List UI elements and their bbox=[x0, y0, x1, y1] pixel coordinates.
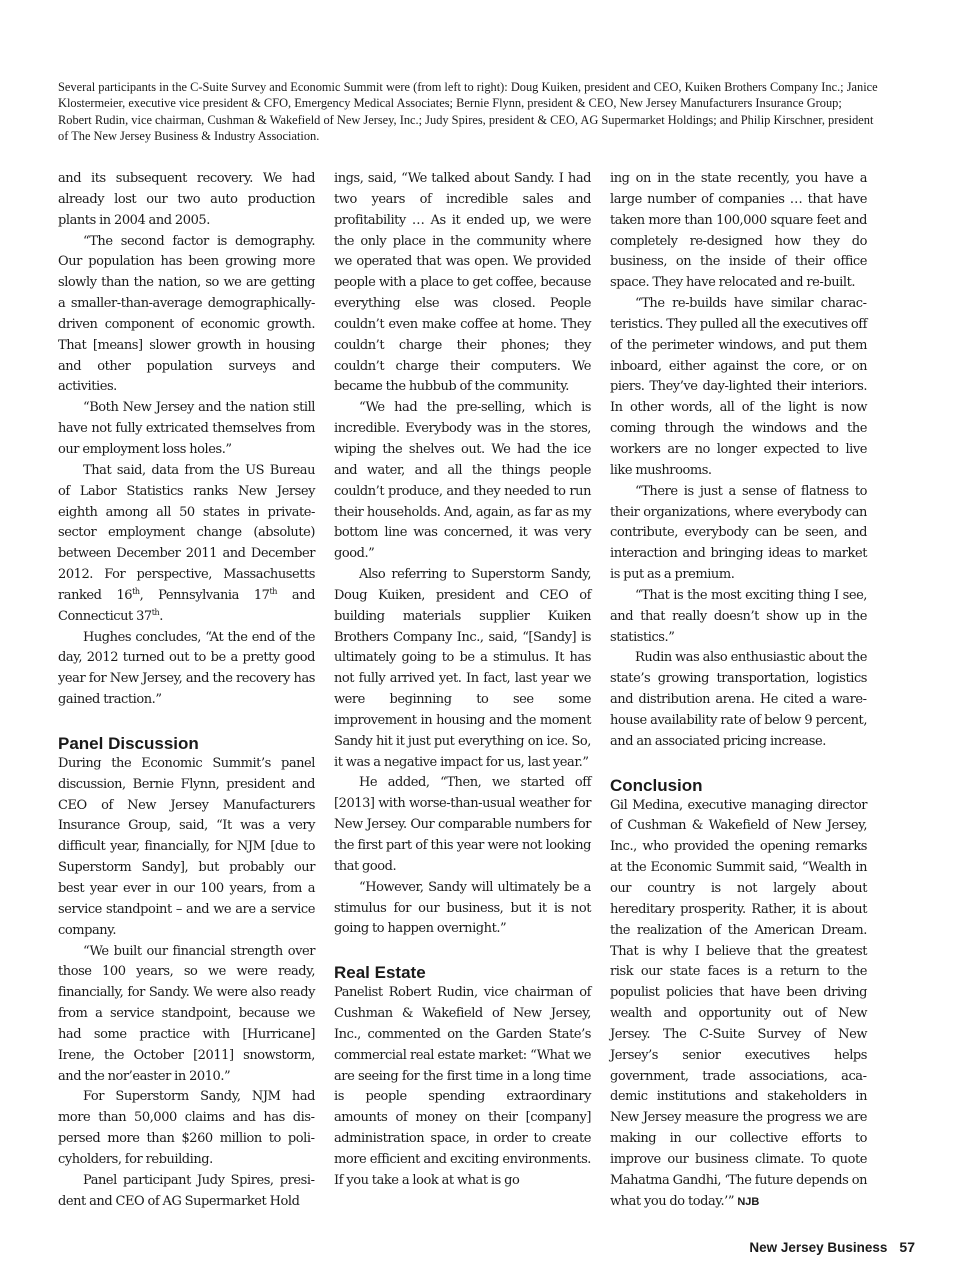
ordinal-suffix: th bbox=[132, 586, 140, 596]
article-column-2 bbox=[334, 169, 591, 1192]
section-heading-conclusion: Conclusion bbox=[610, 775, 703, 795]
paragraph: Hughes concludes, “At the end of the day, 2012 turned out to be a pretty good year for New Jersey, and the recovery has gained traction.” bbox=[58, 629, 315, 708]
photo-caption: Several participants in the C-Suite Survey and Economic Summit were (from left to right): Doug Kuiken, president and CEO, Kuiken Brothers Company Inc.; Janice Klostermeier, executive vice president & CFO, Emergency Medical Associates; Bernie Flynn, president & CEO, New Jersey Manufacturers Insurance Group; Robert Rudin, vice chairman, Cushman & Wakefield of New Jersey, Inc.; Judy Spires, president & CEO, AG Supermarket Holdings; and Philip Kirschner, president of The New Jersey Business & Industry Association. bbox=[58, 80, 878, 144]
paragraph: “There is just a sense of flatness to their organizations, where everybody can contribute, everybody can be seen, and interaction and bringing ideas to market is put as a premium. bbox=[610, 483, 867, 583]
paragraph: For Superstorm Sandy, NJM had more than 50,000 claims and has dispersed more than $260 million to policyholders, for rebuilding. bbox=[58, 1089, 315, 1167]
paragraph: “We had the pre-selling, which is incredible. Everybody was in the stores, wiping the shelves out. We had the ice and water, and all the things people couldn’t produce, and they needed to run their households. And, again, as far as my bottom line was concerned, it was very good.” bbox=[334, 400, 591, 562]
paragraph: He added, “Then, we started off [2013] with worse-than-usual weather for New Jersey. Our comparable numbers for the first part of this year were not looking that good. bbox=[334, 775, 591, 874]
paragraph: “The second factor is demography. Our population has been growing more slowly than the nation, so we are getting a smaller-than-average demographically-driven component of economic growth. That [means] slower growth in housing and other population surveys and activities. bbox=[58, 233, 315, 395]
paragraph: “We built our financial strength over those 100 years, so we were ready, financially, for Sandy. We were also ready from a service standpoint, because we had some practice with [Hurricane] Irene, the October [2011] snowstorm, and the nor’easter in 2010.” bbox=[58, 943, 315, 1084]
paragraph: Rudin was also enthusiastic about the state’s growing transportation, logistics and distribution arena. He cited a warehouse availability rate of below 9 percent, and an associated pricing increase. bbox=[610, 650, 867, 749]
text-run: That said, data from the US Bureau of Labor Statistics ranks New Jersey eighth among all 50 states in private-sector employment change (absolute) between December 2011 and December 2012. For perspective, Massachusetts ranked 16 bbox=[58, 462, 315, 603]
paragraph: Panelist Robert Rudin, vice chairman of Cushman & Wakefield of New Jersey, Inc., commented on the Garden State’s commercial real estate market: “What we are seeing for the first time in a long time is people spending extraordinary amounts of money on their [company] administration space, in order to create more efficient and exciting environments. If you take a look at what is go bbox=[334, 985, 591, 1188]
ordinal-suffix: th bbox=[269, 586, 277, 596]
paragraph: and its subsequent recovery. We had already lost our two auto production plants in 2004 and 2005. bbox=[58, 171, 315, 228]
text-run: . bbox=[159, 608, 163, 624]
article-column-3 bbox=[610, 169, 867, 1213]
text-run: Gil Medina, executive managing director of Cushman & Wakefield of New Jersey, Inc., who provided the opening remarks at the Economic Summit said, “Wealth in our country is not largely about hereditary prosperity. Rather, it is about the realization of the American Dream. That is why I believe that the greatest risk our state faces is a return to the populist policies that have been driving wealth and opportunity out of New Jersey. The C-Suite Survey of New Jersey’s senior executives helps government, trade associations, academic institutions and stakeholders in New Jersey measure the progress we are making in our collective efforts to improve our business climate. To quote Mahatma Gandhi, ‘The future depends on what you do today.’” bbox=[610, 797, 867, 1209]
paragraph: Panel participant Judy Spires, president and CEO of AG Supermarket Hold bbox=[58, 1172, 315, 1209]
text-run: and Connecticut 37 bbox=[58, 587, 315, 624]
paragraph: “That is the most exciting thing I see, and that really doesn’t show up in the statistics.” bbox=[610, 587, 867, 645]
end-mark: NJB bbox=[737, 1195, 760, 1208]
paragraph-state-rankings bbox=[58, 461, 315, 628]
paragraph-conclusion bbox=[610, 796, 867, 1213]
paragraph: During the Economic Summit’s panel discussion, Bernie Flynn, president and CEO of New Jersey Manufacturers Insurance Group, said, “It was a very difficult year, financially, for NJM [due to Superstorm Sandy], but probably our best year ever in our 100 years, from a service standpoint – and we are a service company. bbox=[58, 755, 315, 938]
ordinal-suffix: th bbox=[151, 607, 160, 617]
page-footer bbox=[749, 1239, 915, 1255]
publication-name: New Jersey Business bbox=[749, 1240, 888, 1255]
paragraph: Also referring to Superstorm Sandy, Doug Kuiken, president and CEO of building materials supplier Kuiken Brothers Company Inc., said, “[Sandy] is ultimately going to be a stimulus. It has not fully arrived yet. In fact, last year we were beginning to see some improvement in housing and the moment Sandy hit it just put everything on ice. So, it was a negative impact for us, last year.” bbox=[334, 567, 591, 770]
paragraph: “The re-builds have similar characteristics. They pulled all the executives off of the perimeter windows, and put them inboard, either against the core, or on piers. They’ve day-lighted their interiors. In other words, all of the light is now coming through the windows and the workers are no longer expected to live like mushrooms. bbox=[610, 296, 867, 478]
paragraph: “Both New Jersey and the nation still have not fully extricated themselves from our employment loss holes.” bbox=[58, 400, 315, 457]
paragraph: “However, Sandy will ultimately be a stimulus for our business, but it is not going to happen overnight.” bbox=[334, 879, 591, 937]
section-heading-real-estate: Real Estate bbox=[334, 963, 426, 983]
page-number: 57 bbox=[899, 1239, 915, 1255]
text-run: , Pennsylvania 17 bbox=[139, 587, 270, 603]
paragraph: ings, said, “We talked about Sandy. I had two years of incredible sales and profitability … As it ended up, we were the only place in the community where we operated that was open. We provided people with a place to get coffee, because everything else was closed. People couldn’t even make coffee at home. They couldn’t charge their phones; they couldn’t charge their computers. We became the hubbub of the community. bbox=[334, 171, 591, 395]
article-column-1 bbox=[58, 169, 315, 1213]
paragraph: ing on in the state recently, you have a large number of companies … that have taken more than 100,000 square feet and completely re-designed how they do business, on the inside of their office space. They have relocated and re-built. bbox=[610, 171, 867, 291]
section-heading-panel-discussion: Panel Discussion bbox=[58, 733, 199, 753]
